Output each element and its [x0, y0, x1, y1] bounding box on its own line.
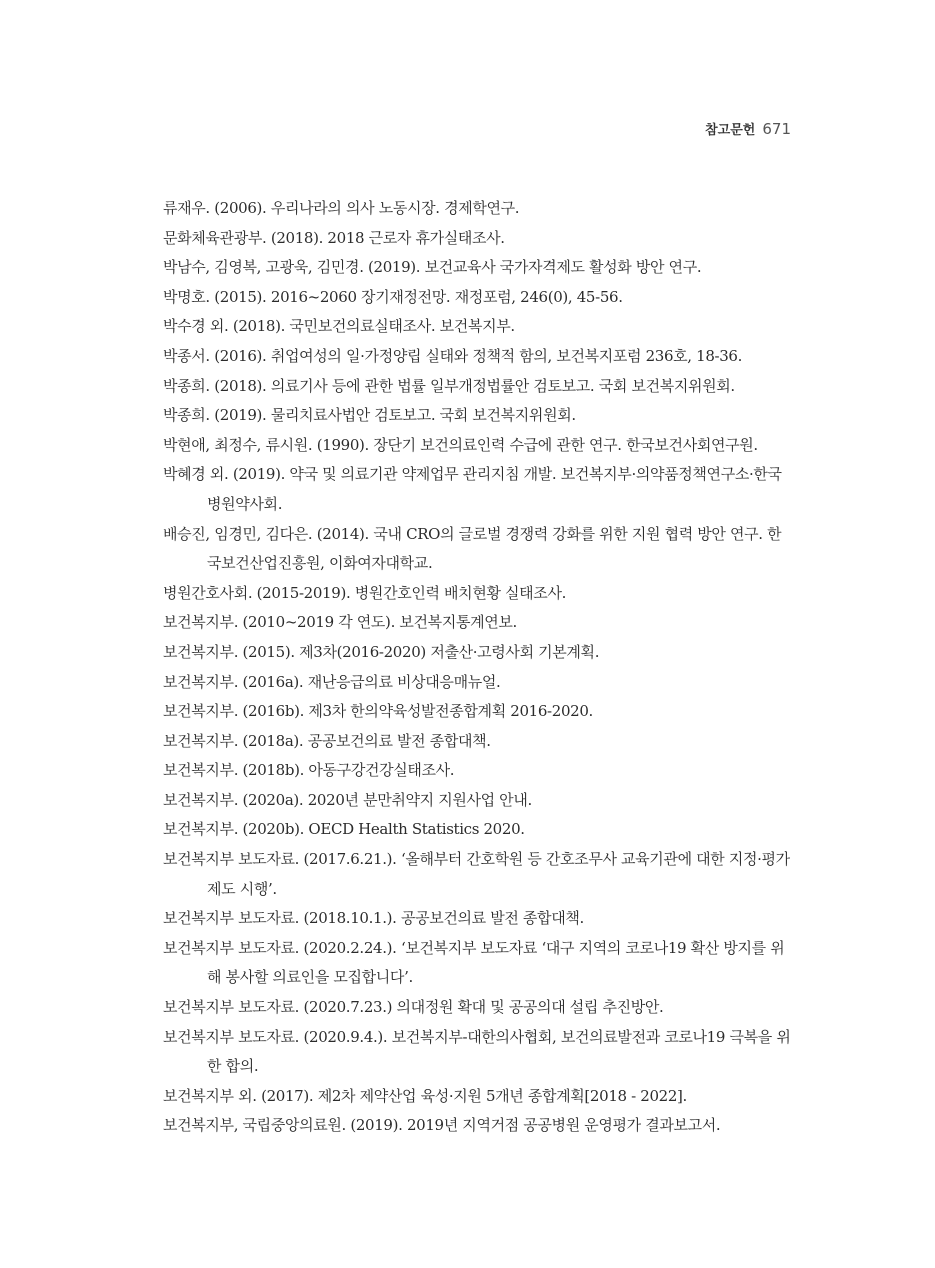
reference-entry: 배승진, 임경민, 김다은. (2014). 국내 CRO의 글로벌 경쟁력 강화를 위한 지원 협력 방안 연구. 한국보건산업진흥원, 이화여자대학교.	[163, 524, 782, 573]
reference-entry: 박종희. (2018). 의료기사 등에 관한 법률 일부개정법률안 검토보고. 국회 보건복지위원회.	[163, 376, 735, 395]
reference-entry: 보건복지부. (2018b). 아동구강건강실태조사.	[163, 761, 455, 780]
reference-entry: 보건복지부 보도자료. (2020.2.24.). ‘보건복지부 보도자료 ‘대구 지역의 코로나19 확산 방지를 위해 봉사할 의료인을 모집합니다’.	[163, 938, 785, 987]
running-header	[705, 119, 791, 138]
reference-entry: 박명호. (2015). 2016~2060 장기재정전망. 재정포럼, 246(0), 45-56.	[163, 287, 623, 306]
page-number: 671	[762, 120, 791, 138]
reference-entry: 보건복지부. (2020a). 2020년 분만취약지 지원사업 안내.	[163, 790, 532, 809]
reference-entry: 박남수, 김영복, 고광욱, 김민경. (2019). 보건교육사 국가자격제도 활성화 방안 연구.	[163, 258, 702, 277]
reference-entry: 보건복지부. (2016a). 재난응급의료 비상대응매뉴얼.	[163, 672, 501, 691]
reference-entry: 보건복지부 보도자료. (2020.7.23.) 의대정원 확대 및 공공의대 설립 추진방안.	[163, 998, 664, 1017]
reference-entry: 병원간호사회. (2015-2019). 병원간호인력 배치현황 실태조사.	[163, 583, 566, 602]
reference-entry: 보건복지부. (2020b). OECD Health Statistics 2020.	[163, 820, 525, 839]
header-label: 참고문헌	[705, 123, 756, 138]
reference-entry: 박수경 외. (2018). 국민보건의료실태조사. 보건복지부.	[163, 317, 515, 336]
reference-entry: 박현애, 최정수, 류시원. (1990). 장단기 보건의료인력 수급에 관한 연구. 한국보건사회연구원.	[163, 435, 758, 454]
reference-entry: 박혜경 외. (2019). 약국 및 의료기관 약제업무 관리지침 개발. 보건복지부·의약품정책연구소·한국병원약사회.	[163, 465, 782, 513]
reference-entry: 박종서. (2016). 취업여성의 일·가정양립 실태와 정책적 함의, 보건복지포럼 236호, 18-36.	[163, 346, 743, 365]
reference-entry: 박종희. (2019). 물리치료사법안 검토보고. 국회 보건복지위원회.	[163, 406, 576, 425]
reference-entry: 보건복지부 외. (2017). 제2차 제약산업 육성·지원 5개년 종합계획[2018 - 2022].	[163, 1086, 687, 1105]
reference-entry: 보건복지부 보도자료. (2018.10.1.). 공공보건의료 발전 종합대책.	[163, 909, 584, 928]
reference-entry: 보건복지부, 국립중앙의료원. (2019). 2019년 지역거점 공공병원 운영평가 결과보고서.	[163, 1116, 721, 1135]
reference-entry: 문화체육관광부. (2018). 2018 근로자 휴가실태조사.	[163, 228, 505, 247]
reference-entry: 보건복지부. (2010~2019 각 연도). 보건복지통계연보.	[163, 613, 517, 632]
reference-entry: 보건복지부. (2018a). 공공보건의료 발전 종합대책.	[163, 731, 491, 750]
reference-list	[163, 194, 793, 1141]
reference-entry: 보건복지부. (2016b). 제3차 한의약육성발전종합계획 2016-2020.	[163, 702, 593, 721]
reference-entry: 류재우. (2006). 우리나라의 의사 노동시장. 경제학연구.	[163, 199, 520, 217]
reference-entry: 보건복지부 보도자료. (2020.9.4.). 보건복지부-대한의사협회, 보건의료발전과 코로나19 극복을 위한 합의.	[163, 1027, 791, 1076]
reference-entry: 보건복지부. (2015). 제3차(2016-2020) 저출산·고령사회 기본계획.	[163, 642, 600, 661]
reference-entry: 보건복지부 보도자료. (2017.6.21.). ‘올해부터 간호학원 등 간호조무사 교육기관에 대한 지정·평가제도 시행’.	[163, 850, 790, 898]
